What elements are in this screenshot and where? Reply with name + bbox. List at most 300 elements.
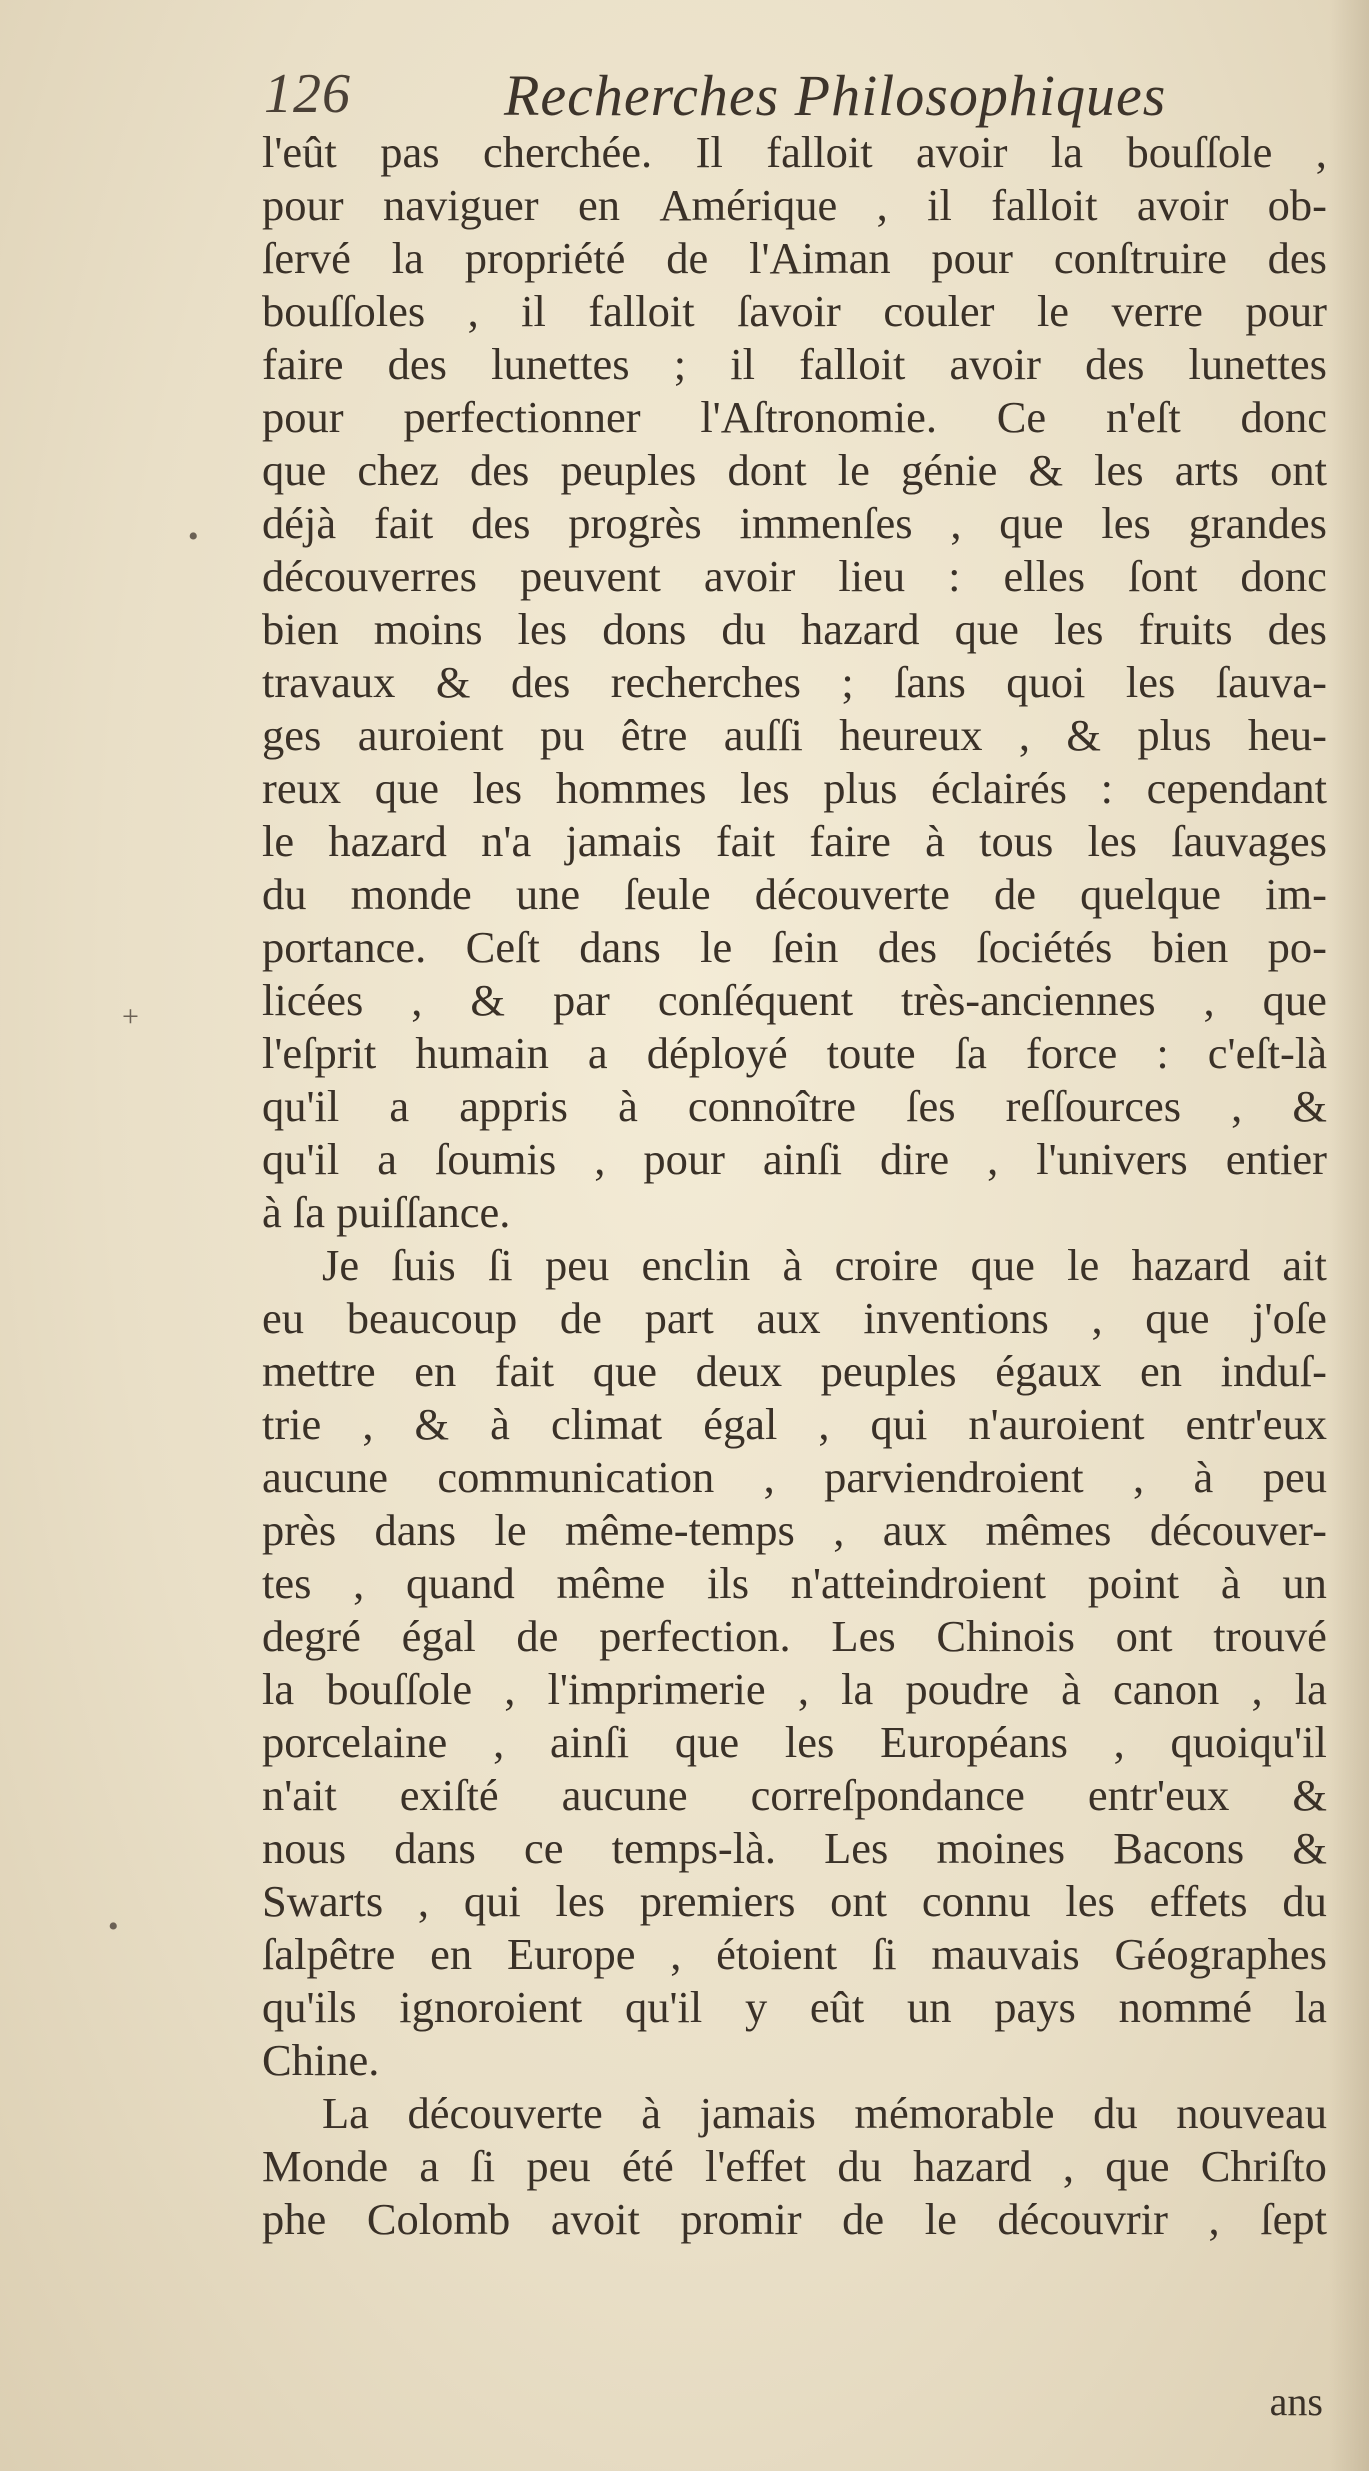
page-edge-shadow [1329,0,1369,2471]
word: po- [1267,922,1327,972]
word: & [470,975,506,1025]
text-line [262,2087,1327,2140]
word: , [353,1558,365,1608]
word: part [644,1293,714,1343]
word: égaux [995,1346,1102,1396]
word: c'eſt-là [1207,1028,1327,1078]
word: peu [1262,1452,1327,1502]
word: hazard [913,2141,1032,2191]
word: hazard [800,604,920,654]
word: très-anciennes [901,975,1156,1025]
word: aucune [561,1770,688,1820]
word: j'oſe [1252,1293,1327,1343]
word: éclairés [931,763,1067,813]
text-line [262,1557,1327,1610]
word: connu [921,1876,1031,1926]
word: même-temps [565,1505,795,1555]
word: pu [539,710,585,760]
word: l'Aſtronomie. [700,392,937,442]
word: hazard [328,816,447,866]
word: en [414,1346,457,1396]
word: force [1025,1028,1118,1078]
text-line [262,1027,1327,1080]
word: bouſſole [1126,127,1273,177]
word: cherchée. [482,127,653,177]
word: exiſté [399,1770,499,1820]
word: qui [463,1876,521,1926]
word: quoiqu'il [1170,1717,1327,1767]
word: ; [841,657,854,707]
word: quelque [1080,869,1222,919]
word: ſavoir [737,286,841,336]
word: l'univers [1036,1134,1188,1184]
word: portance. [262,922,427,972]
word: Ce [996,392,1047,442]
word: bouſſole [326,1664,473,1714]
word: ſalpêtre [262,1929,396,1979]
word: , [1113,1717,1125,1767]
text-line [262,1451,1327,1504]
word: recherches [610,657,801,707]
word: enclin [641,1240,751,1290]
word: l'eſprit [262,1028,377,1078]
word: Chinois [936,1611,1075,1661]
word: , [493,1717,505,1767]
word: du [262,869,307,919]
word: effets [1149,1876,1248,1926]
word: donc [1240,392,1327,442]
word: falloit [799,339,906,389]
word: temps-là. [611,1823,776,1873]
word: , [1091,1293,1103,1343]
text-line [262,1292,1327,1345]
word: l'imprimerie [547,1664,766,1714]
text-line [262,762,1327,815]
word: , [987,1134,999,1184]
word: que [674,1717,740,1767]
word: arts [1174,445,1239,495]
word: Je [322,1240,360,1290]
word: ſeule [624,869,711,919]
word: , [1133,1452,1145,1502]
word: qui [870,1399,928,1449]
word: , [1018,710,1031,760]
word: cependant [1146,763,1327,813]
word: ont [1270,445,1327,495]
word: Géographes [1114,1929,1327,1979]
word: heu- [1247,710,1327,760]
word: avoit [550,2194,640,2244]
word: des [510,657,571,707]
word: degré [262,1611,361,1661]
word: que [999,498,1064,548]
word: appris [459,1081,568,1131]
word: que [592,1346,657,1396]
text-line [262,709,1327,762]
word: poudre [905,1664,1029,1714]
word: le [494,1505,527,1555]
text-line [262,444,1327,497]
word: bouſſoles [262,286,426,336]
word: , [417,1876,430,1926]
text-line [262,391,1327,444]
word: porcelaine [262,1717,448,1767]
word: les [1101,498,1151,548]
word: du [837,2141,882,2191]
word: le [924,2194,957,2244]
word: Amérique [659,180,838,230]
word: l'effet [704,2141,807,2191]
word: pour [931,233,1013,283]
word: premiers [639,1876,796,1926]
word: communication [437,1452,715,1502]
page-number: 126 [264,63,351,125]
margin-mark: • [108,1910,119,1943]
word: Ceſt [465,922,540,972]
word: quoi [1006,657,1086,707]
word: à [1061,1664,1081,1714]
word: perfectionner [403,392,641,442]
word: pas [380,127,440,177]
word: verre [1111,286,1203,336]
text-line [262,656,1327,709]
word: correſpondance [750,1770,1025,1820]
word: fait [494,1346,555,1396]
word: ils [707,1558,750,1608]
word: , [1231,1081,1243,1131]
word: à [1193,1452,1214,1502]
word: propriété [464,233,626,283]
word: qu'ils [262,1982,357,2032]
word: du [1093,2088,1138,2138]
word: , [818,1399,830,1449]
word: donc [1240,551,1327,601]
word: que [374,763,439,813]
text-line [262,868,1327,921]
word: faire [809,816,891,866]
word: phe [262,2194,327,2244]
word: parviendroient [824,1452,1084,1502]
word: avoir [949,339,1041,389]
word: pour [1245,286,1327,336]
word: , [1251,1664,1263,1714]
word: , [1315,127,1327,177]
word: que [1105,2141,1170,2191]
word: ſes [906,1081,956,1131]
word: , [763,1452,775,1502]
word: n'atteindroient [790,1558,1046,1608]
word: trie [262,1399,322,1449]
word: Colomb [366,2194,511,2244]
word: de [516,1611,559,1661]
word: pour [262,392,344,442]
word: fait [373,498,434,548]
word: , [1208,2194,1220,2244]
word: point [1087,1558,1180,1608]
word: les [784,1717,835,1767]
word: grandes [1188,498,1327,548]
word: ſervé [262,233,351,283]
word: heureux [839,710,983,760]
word: à [925,816,945,866]
word: ſoumis [435,1134,557,1184]
word: : [1156,1028,1169,1078]
word: il [927,180,952,230]
word: plus [823,763,898,813]
word: a [419,2141,440,2191]
word: & [1066,710,1102,760]
word: n'a [481,816,532,866]
word: dans [394,1823,476,1873]
word: & [1292,1770,1327,1820]
word: Europe [506,1929,636,1979]
word: naviguer [382,180,539,230]
word: à [782,1240,803,1290]
text-line [262,1769,1327,1822]
word: que [970,1240,1035,1290]
word: Bacons [1113,1823,1245,1873]
word: nouveau [1176,2088,1327,2138]
word: dons [602,604,687,654]
word: Il [695,127,723,177]
word: nous [262,1823,347,1873]
word: la [1050,127,1084,177]
word: Les [824,1823,889,1873]
text-line [262,1504,1327,1557]
word: n'ait [262,1770,337,1820]
word: à [1220,1558,1241,1608]
word: des [387,339,447,389]
text-line: Chine. [262,2035,380,2085]
word: fait [715,816,776,866]
text-line [262,1239,1327,1292]
word: l'eût [262,127,337,177]
word: ignoroient [399,1982,583,2032]
word: étoient [716,1929,838,1979]
word: la [1294,1982,1327,2032]
word: licées [262,975,364,1025]
word: découver- [1149,1505,1327,1555]
word: à [641,2088,662,2138]
text-line [262,2140,1327,2193]
word: de [666,233,709,283]
word: toute [826,1028,916,1078]
word: Européans [880,1717,1068,1767]
text-line [262,921,1327,974]
word: en [430,1929,473,1979]
word: même [556,1558,666,1608]
word: , [1062,2141,1075,2191]
word: entr'eux [1185,1399,1327,1449]
word: à [490,1399,510,1449]
word: peu [544,1240,610,1290]
word: , [467,286,479,336]
text-line [262,815,1327,868]
word: , [876,180,888,230]
word: trouvé [1213,1611,1327,1661]
word: , [504,1664,516,1714]
word: pays [994,1982,1076,2032]
word: chez [357,445,439,495]
word: lunettes [491,339,630,389]
word: des [1267,233,1327,283]
word: égal [401,1611,476,1661]
word: canon [1113,1664,1220,1714]
word: eu [262,1293,305,1343]
word: à [618,1081,638,1131]
word: ſuis [391,1240,456,1290]
word: peu [526,2141,591,2191]
word: près [262,1505,337,1555]
word: Les [831,1611,896,1661]
word: qu'il [262,1081,340,1131]
word: entier [1225,1134,1327,1184]
word: égal [703,1399,778,1449]
word: beaucoup [346,1293,518,1343]
word: a [377,1134,398,1184]
word: climat [550,1399,663,1449]
word: Chriſto [1200,2141,1327,2191]
word: de [842,2194,885,2244]
word: la [391,233,424,283]
word: , [950,498,962,548]
word: im- [1265,869,1327,919]
word: la [262,1664,295,1714]
word: entr'eux [1087,1770,1230,1820]
word: ainſi [549,1717,630,1767]
word: , [797,1664,809,1714]
word: les [472,763,523,813]
word: de [994,869,1037,919]
catchword: ans [1269,2379,1323,2424]
word: ce [523,1823,564,1873]
word: ſein [771,922,839,972]
word: il [521,286,546,336]
text-line [262,1928,1327,1981]
word: été [621,2141,674,2191]
word: ſi [487,1240,513,1290]
word: avoir [703,551,796,601]
word: aux [882,1505,948,1555]
text-line [262,1610,1327,1663]
word: les [555,1876,605,1926]
word: ont [1115,1611,1173,1661]
word: qu'il [624,1982,703,2032]
word: la [841,1664,874,1714]
text-line [262,179,1327,232]
word: conſtruire [1053,233,1227,283]
word: quand [406,1558,515,1608]
word: avoir [916,127,1008,177]
word: progrès [568,498,702,548]
word: ſauva- [1215,657,1327,707]
text-line [262,974,1327,1027]
text-line [262,1875,1327,1928]
word: les [1094,445,1144,495]
word: lunettes [1188,339,1327,389]
text-line [262,1822,1327,1875]
word: il [730,339,755,389]
word: connoître [687,1081,856,1131]
text-line: à ſa puiſſance. [262,1187,511,1237]
word: en [1140,1346,1183,1396]
word: , [362,1399,374,1449]
word: peuples [560,445,697,495]
word: induſ- [1220,1346,1327,1396]
word: découverres [262,551,477,601]
word: elles [1003,551,1086,601]
word: ainſi [762,1134,842,1184]
word: & [1292,1081,1327,1131]
word: Monde [262,2141,389,2191]
body-text [262,126,1327,2246]
text-line [262,338,1327,391]
text-line [262,1981,1327,2034]
word: ſauvages [1171,816,1327,866]
word: moins [373,604,483,654]
word: deux [695,1346,783,1396]
word: du [1282,1876,1327,1926]
text-line [262,232,1327,285]
word: par [553,975,610,1025]
word: auroient [357,710,504,760]
word: les [517,604,568,654]
word: , [594,1134,606,1184]
word: tes [262,1558,312,1608]
word: avoir [1136,180,1229,230]
word: promir [680,2194,802,2244]
word: dont [727,445,807,495]
word: de [559,1293,602,1343]
text-line [262,2193,1327,2246]
word: ſi [470,2141,496,2191]
word: conſéquent [657,975,854,1025]
word: ; [673,339,687,389]
word: a [389,1081,410,1131]
word: plus [1137,710,1212,760]
word: les [740,763,790,813]
word: inventions [863,1293,1049,1343]
word: immenſes [739,498,913,548]
word: jamais [565,816,682,866]
word: moines [936,1823,1066,1873]
word: les [1125,657,1176,707]
word: mêmes [985,1505,1112,1555]
word: jamais [699,2088,816,2138]
word: aux [756,1293,821,1343]
word: que [954,604,1019,654]
margin-mark: + [122,1000,139,1033]
word: peuples [820,1346,957,1396]
word: pour [262,180,344,230]
text-line [262,1663,1327,1716]
word: Swarts [262,1876,384,1926]
word: des [877,922,938,972]
word: découverte [407,2088,603,2138]
word: pour [643,1134,725,1184]
word: tous [979,816,1054,866]
word: , [670,1929,682,1979]
word: mettre [262,1346,376,1396]
text-line [262,550,1327,603]
word: aucune [262,1452,389,1502]
word: ſi [871,1929,897,1979]
word: monde [350,869,472,919]
word: ſont [1128,551,1198,601]
word: du [721,604,766,654]
word: & [1028,445,1064,495]
word: découvrir [997,2194,1168,2244]
